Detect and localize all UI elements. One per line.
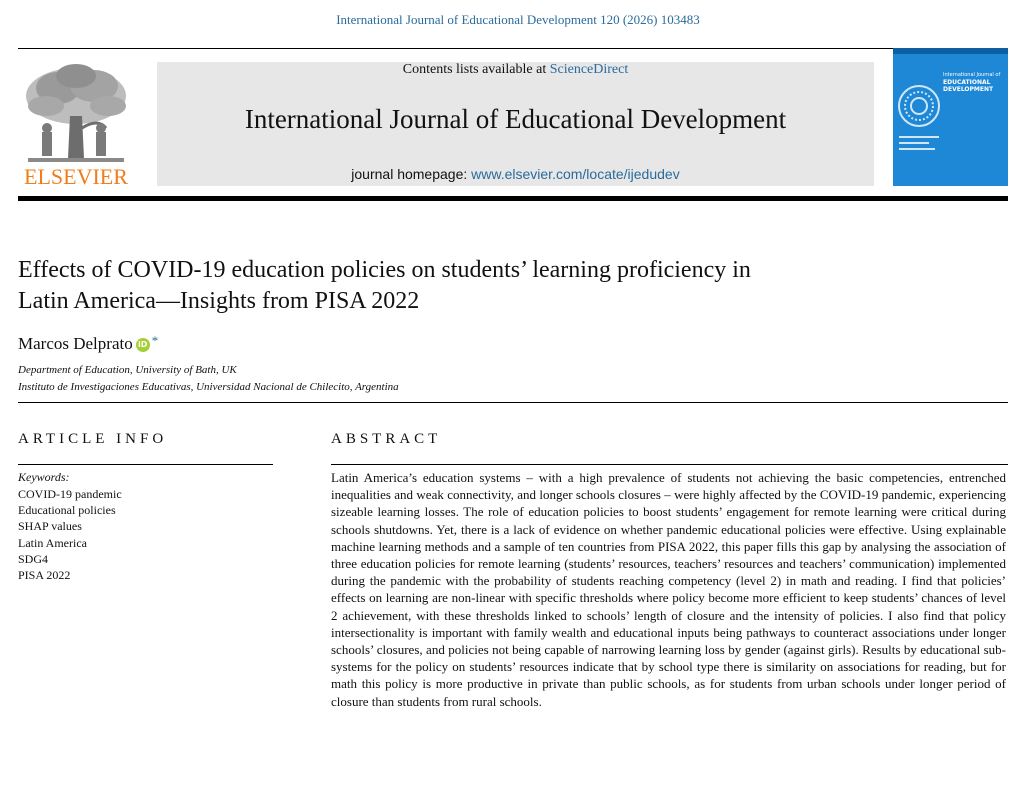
homepage-line	[157, 166, 874, 182]
affiliation-1: Department of Education, University of Bath, UK	[18, 364, 237, 376]
keyword-item: SHAP values	[18, 519, 82, 534]
header-top-rule	[18, 48, 1008, 49]
keywords-list	[18, 486, 122, 583]
contents-line	[157, 62, 874, 78]
cover-title-line2: EDUCATIONAL	[943, 79, 991, 86]
cover-title-line3: DEVELOPMENT	[943, 86, 994, 93]
paper-title	[18, 255, 918, 317]
keyword-item: COVID-19 pandemic	[18, 487, 122, 501]
homepage-prefix: journal homepage:	[351, 166, 472, 182]
abstract-heading: ABSTRACT	[331, 431, 442, 447]
journal-citation[interactable]: International Journal of Educational Development 120 (2026) 103483	[336, 12, 700, 27]
affiliation-2: Instituto de Investigaciones Educativas, Universidad Nacional de Chilecito, Argentina	[18, 381, 399, 393]
cover-icon	[893, 48, 1008, 186]
author-name[interactable]: Marcos Delprato	[18, 334, 133, 353]
sciencedirect-link[interactable]: ScienceDirect	[549, 62, 629, 77]
keyword-item: Educational policies	[18, 503, 116, 518]
elsevier-logo[interactable]	[18, 58, 134, 188]
paper-title-line-1: Effects of COVID-19 education policies on students’ learning proficiency in	[18, 257, 751, 283]
elsevier-tree-icon	[18, 58, 134, 188]
abstract-text: Latin America’s education systems – with a high prevalence of students not achieving the basic competencies, entrenched inequalities and weak connectivity, and longer schools closures – were highly affected by the COVID-19 pandemic, experiencing sizeable learning losses. The role of education policies to boost students’ engagement for remote learning were critical during schools shutdowns. Yet, there is a lack of evidence on whether pandemic educational policies were effective. Using explainable machine learning methods and a sample of ten countries from PISA 2022, this paper fills this gap by analysing the association of three education policies for remote learning (students’ resources, teachers’ resources and teachers’ communication) implemented during the pandemic with the probability of students reaching competency (level 2) in math and reading. I find that policies’ effects on learning are non-linear with specific thresholds where policy become more efficient to keep students’ chances of level 2 achievement, with these thresholds linked to schools’ length of closure and the intensity of policies. I also find that policy intersectionality is important with family wealth and educational inputs being pathways to counteract associations under longer schools’ closures, and policies not being capable of narrowing learning loss by gender (against girls). Results by educational sub-systems for the policy on students’ resources indicate that by school type there is similarity on associations for reading, but for math this policy is more productive in private than public schools, as for students from urban schools under longer period of closure than students from rural schools.	[331, 470, 1006, 709]
homepage-link[interactable]: www.elsevier.com/locate/ijedudev	[471, 166, 680, 182]
header-bottom-rule	[18, 196, 1008, 201]
contents-prefix: Contents lists available at	[402, 62, 550, 77]
article-info-rule	[18, 464, 273, 465]
journal-title[interactable]: International Journal of Educational Development	[244, 104, 787, 134]
affiliation-rule	[18, 402, 1008, 403]
keyword-item: SDG4	[18, 551, 49, 566]
abstract-rule	[331, 464, 1008, 465]
cover-title-line1: International Journal of	[943, 72, 1001, 78]
article-info-heading: ARTICLE INFO	[18, 431, 168, 447]
elsevier-wordmark: ELSEVIER	[24, 164, 128, 188]
journal-cover-image[interactable]	[893, 48, 1008, 186]
journal-banner	[157, 62, 874, 186]
paper-title-line-2: Latin America—Insights from PISA 2022	[18, 288, 420, 314]
orcid-icon[interactable]: iD	[136, 338, 150, 352]
corresponding-author-mark[interactable]: *	[151, 333, 159, 348]
keywords-label: Keywords:	[18, 470, 70, 484]
keyword-item: PISA 2022	[18, 568, 71, 583]
keyword-item: Latin America	[18, 535, 87, 550]
author-line	[18, 333, 158, 354]
